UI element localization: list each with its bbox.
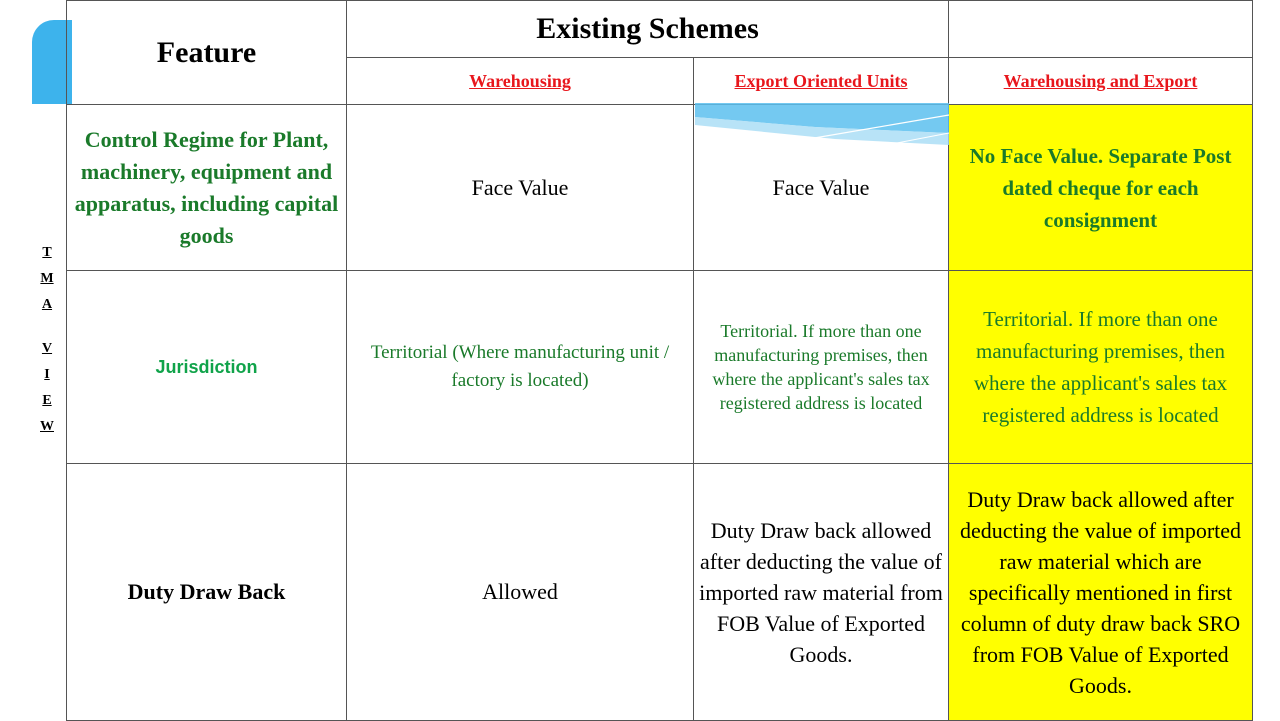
- side-label-letter: M: [40, 271, 54, 286]
- side-label-gap: [34, 318, 60, 336]
- table-row: [67, 464, 1253, 721]
- side-label-letter: A: [41, 297, 53, 312]
- cell-eou-jurisdiction: Territorial. If more than one manufacturing premises, then where the applicant's sales tax registered address is located: [694, 271, 949, 464]
- feature-duty-draw-back: Duty Draw Back: [67, 464, 347, 721]
- cell-wh-export-value: No Face Value. Separate Post dated cheque for each consignment: [949, 105, 1253, 271]
- table-row: [67, 105, 1253, 271]
- side-label-letter: E: [42, 393, 52, 408]
- subheader-warehousing-and-export: Warehousing and Export: [949, 58, 1253, 105]
- cell-wh-export-drawback: Duty Draw back allowed after deducting the value of imported raw material which are specifically mentioned in first column of duty draw back SRO from FOB Value of Exported Goods.: [949, 464, 1253, 721]
- cell-wh-export-jurisdiction: Territorial. If more than one manufacturing premises, then where the applicant's sales tax registered address is located: [949, 271, 1253, 464]
- cell-warehousing-jurisdiction: Territorial (Where manufacturing unit / factory is located): [347, 271, 694, 464]
- side-label-letter: V: [41, 341, 53, 356]
- side-label-letter: T: [42, 245, 52, 260]
- side-label-letter: W: [40, 419, 54, 434]
- decorative-blue-streak: [695, 103, 949, 159]
- feature-header: Feature: [67, 1, 347, 105]
- header-row: [67, 1, 1253, 58]
- side-label-letter: I: [44, 367, 50, 382]
- cell-eou-value: Face Value: [694, 105, 949, 271]
- side-label-tma-view: [34, 240, 60, 440]
- schemes-comparison-table: [66, 0, 1253, 721]
- cell-warehousing-value: Face Value: [347, 105, 694, 271]
- feature-control-regime: Control Regime for Plant, machinery, equipment and apparatus, including capital goods: [67, 105, 347, 271]
- table-row: [67, 271, 1253, 464]
- existing-schemes-header: Existing Schemes: [347, 1, 949, 58]
- cell-eou-drawback: Duty Draw back allowed after deducting the value of imported raw material from FOB Value of Exported Goods.: [694, 464, 949, 721]
- subheader-warehousing: Warehousing: [347, 58, 694, 105]
- empty-header-cell: [949, 1, 1253, 58]
- feature-jurisdiction: Jurisdiction: [67, 271, 347, 464]
- subheader-export-oriented-units: Export Oriented Units: [694, 58, 949, 105]
- cell-warehousing-drawback: Allowed: [347, 464, 694, 721]
